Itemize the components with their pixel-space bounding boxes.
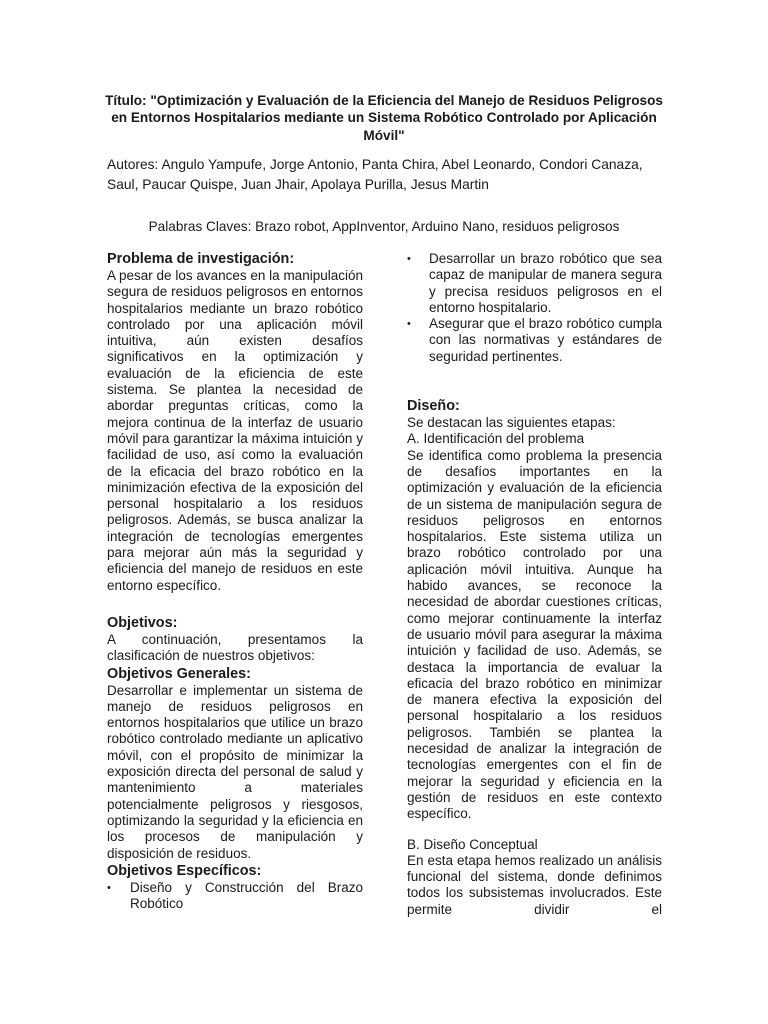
objectives-heading: Objetivos:: [107, 614, 178, 631]
objectives-intro: A continuación, presentamos la clasificación de nuestros objetivos:: [107, 631, 363, 664]
bullet-item: [407, 316, 662, 365]
stage-a-paragraph: Se identifica como problema la presencia de desafíos importantes en la optimización y evaluación de la eficiencia de un sistema de manipulación segura de residuos peligrosos en entornos hospitalarios. Este sistema utiliza un brazo robótico controlado por una aplicación móvil intuitiva. Aunque ha habido avances, se reconoce la necesidad de abordar cuestiones críticas, como mejorar continuamente la interfaz de usuario móvil para asegurar la máxima intuición y facilidad de uso. Además, se destaca la importancia de evaluar la eficacia del brazo robótico en minimizar de manera efectiva la exposición del personal hospitalario a los residuos peligrosos. También se plantea la necesidad de analizar la integración de tecnologías emergentes con el fin de mejorar la seguridad y eficiencia en la gestión de residuos en este contexto específico.: [407, 447, 662, 822]
spacer: [107, 594, 363, 614]
left-column: [107, 250, 363, 912]
general-objectives-heading: Objetivos Generales:: [107, 665, 251, 682]
bullet-text: Desarrollar un brazo robótico que sea capaz de manipular de manera segura y precisa residuos peligrosos en el entorno hospitalario.: [429, 251, 662, 315]
stage-b-title: B. Diseño Conceptual: [407, 836, 538, 852]
stage-b-paragraph: En esta etapa hemos realizado un análisis funcional del sistema, donde definimos todos los subsistemas involucrados. Este permite dividir el: [407, 852, 662, 917]
specific-objectives-heading: Objetivos Específicos:: [107, 862, 262, 879]
stage-a-title: A. Identificación del problema: [407, 431, 585, 447]
spacer: [407, 365, 662, 397]
spacer: [407, 823, 662, 837]
right-column: [407, 251, 662, 918]
bullet-item: [407, 251, 662, 316]
design-heading: Diseño:: [407, 398, 460, 415]
problem-paragraph: A pesar de los avances en la manipulación segura de residuos peligrosos en entornos hospitalarios mediante un brazo robótico controlado por una aplicación móvil intuitiva, aún existen desafíos significativos en la optimización y evaluación de la eficiencia de este sistema. Se plantea la necesidad de abordar preguntas críticas, como la mejora continua de la interfaz de usuario móvil para garantizar la máxima intuición y facilidad de uso, así como la evaluación de la eficacia del brazo robótico en la minimización efectiva de la exposición del personal hospitalario a los residuos peligrosos. Además, se busca analizar la integración de tecnologías emergentes para mejorar aún más la seguridad y eficiencia del manejo de residuos en este entorno específico.: [107, 268, 363, 593]
bullet-icon: •: [407, 318, 411, 331]
problem-heading: Problema de investigación:: [107, 251, 295, 267]
document-title: Título: "Optimización y Evaluación de la Eficiencia del Manejo de Residuos Peligrosos en Entornos Hospitalarios mediante un Sistema Robótico Controlado por Aplicación Móvil": [105, 93, 663, 143]
bullet-text: Asegurar que el brazo robótico cumpla con las normativas y estándares de seguridad pertinentes.: [429, 316, 662, 364]
bullet-icon: •: [407, 253, 411, 265]
bullet-text: Diseño y Construcción del Brazo Robótico: [130, 879, 363, 912]
general-objectives-paragraph: Desarrollar e implementar un sistema de manejo de residuos peligrosos en entornos hospitalarios que utilice un brazo robótico controlado mediante un aplicativo móvil, con el propósito de minimizar la exposición directa del personal de salud y mantenimiento a materiales potencialmente peligrosos y riesgosos, optimizando la seguridad y la eficiencia en los procesos de manipulación y disposición de residuos.: [107, 682, 363, 861]
keywords-line: Palabras Claves: Brazo robot, AppInventor, Arduino Nano, residuos peligrosos: [148, 219, 620, 234]
design-intro: Se destacan las siguientes etapas:: [407, 415, 616, 431]
bullet-icon: •: [107, 881, 111, 894]
bullet-item: [107, 880, 363, 913]
authors-line: Autores: Angulo Yampufe, Jorge Antonio, Panta Chira, Abel Leonardo, Condori Canaza, Saul, Paucar Quispe, Juan Jhair, Apolaya Purilla, Jesus Martin: [107, 157, 643, 192]
